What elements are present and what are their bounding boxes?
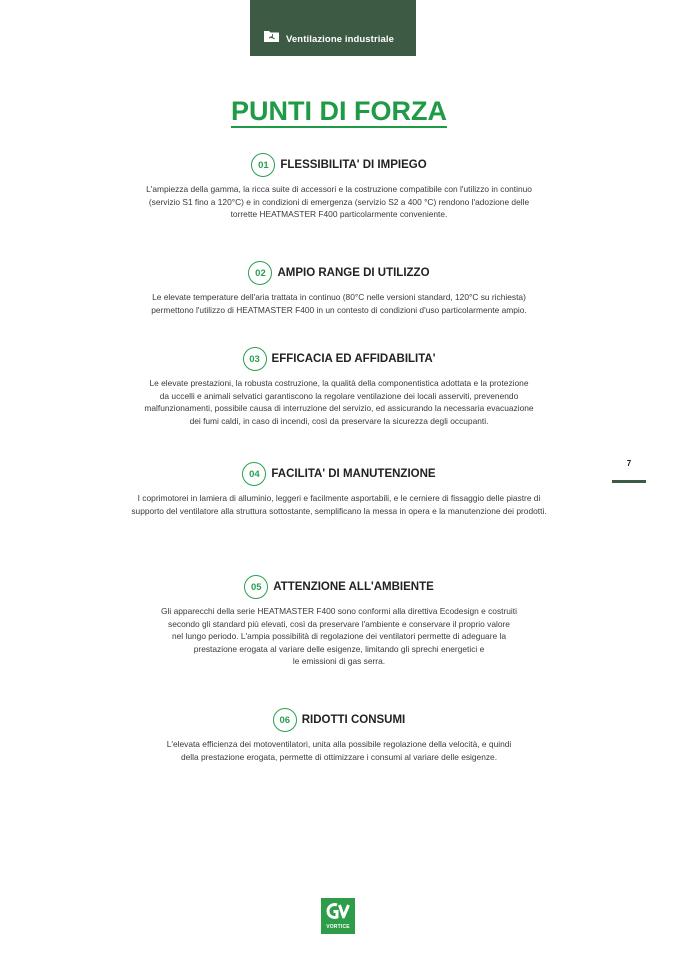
number-badge: 01 <box>251 153 275 177</box>
feature-section-01 <box>80 153 598 221</box>
feature-title: RIDOTTI CONSUMI <box>301 714 406 726</box>
page-number: 7 <box>626 459 632 468</box>
feature-title: FLESSIBILITA' DI IMPIEGO <box>280 159 427 171</box>
number-badge: 03 <box>243 347 267 371</box>
vortice-logo <box>321 898 355 934</box>
feature-description: Le elevate prestazioni, la robusta costruzione, la qualità della componentistica adottata e la protezione da uccelli e animali selvatici garantiscono la regolare ventilazione dei locali asserviti, prevenendo malfunzionamenti, possibile causa di interruzione del servizio, ed assicurando la necessaria evacuazione dei fumi caldi, in caso di incendi, così da preservare la sicurezza degli occupanti. <box>144 378 534 426</box>
feature-description: Le elevate temperature dell'aria trattata in continuo (80°C nelle versioni standard, 120°C su richiesta) permettono l'utilizzo di HEATMASTER F400 in un contesto di condizioni d'uso particolarmente ampio. <box>151 292 527 315</box>
feature-heading <box>248 261 429 285</box>
feature-description: Gli apparecchi della serie HEATMASTER F400 sono conformi alla direttiva Ecodesign e costruiti secondo gli standard più elevati, così da preservare l'ambiente e conservare il proprio valore nel lungo periodo. L'ampia possibilità di regolazione dei ventilatori permette di adeguare la prestazione erogata al variare delle esigenze, limitando gli sprechi energetici e le emissioni di gas serra. <box>161 606 517 667</box>
feature-title: FACILITA' DI MANUTENZIONE <box>271 468 436 480</box>
feature-description: L'elevata efficienza dei motoventilatori, unita alla possibile regolazione della velocità, e quindi della prestazione erogata, permette di ottimizzare i consumi al variare delle esigenze. <box>166 739 512 762</box>
fan-box-icon <box>263 29 280 43</box>
feature-title: AMPIO RANGE DI UTILIZZO <box>277 267 430 279</box>
feature-section-03 <box>80 347 598 427</box>
page-title: PUNTI DI FORZA <box>231 96 447 126</box>
feature-section-02 <box>80 261 598 316</box>
feature-description: L'ampiezza della gamma, la ricca suite di accessori e la costruzione compatibile con l'utilizzo in continuo (servizio S1 fino a 120°C) e in condizioni di emergenza (servizio S2 a 400 °C) rendono l'adozione delle torrette HEATMASTER F400 particolarmente conveniente. <box>146 184 532 220</box>
feature-section-05 <box>80 575 598 668</box>
section-header-tab <box>250 0 416 56</box>
feature-title: ATTENZIONE ALL'AMBIENTE <box>273 581 434 593</box>
feature-heading <box>251 153 426 177</box>
feature-heading <box>244 575 434 599</box>
number-badge: 05 <box>244 575 268 599</box>
feature-description: I coprimotorei in lamiera di alluminio, leggeri e facilmente asportabili, e le cerniere di fissaggio delle piastre di supporto del ventilatore alla struttura sottostante, semplificano la messa in opera e la manutenzione dei prodotti. <box>131 493 547 516</box>
feature-heading <box>273 708 406 732</box>
logo-text: VORTICE <box>326 924 350 930</box>
vortice-logo-mark <box>321 898 355 924</box>
page-number-marker <box>612 480 646 483</box>
number-badge: 04 <box>242 462 266 486</box>
feature-heading <box>242 462 435 486</box>
section-header-label: Ventilazione industriale <box>286 34 394 45</box>
feature-title: EFFICACIA ED AFFIDABILITA' <box>271 353 436 365</box>
number-badge: 06 <box>273 708 297 732</box>
feature-section-04 <box>80 462 598 517</box>
feature-heading <box>243 347 436 371</box>
feature-section-06 <box>80 708 598 763</box>
number-badge: 02 <box>248 261 272 285</box>
